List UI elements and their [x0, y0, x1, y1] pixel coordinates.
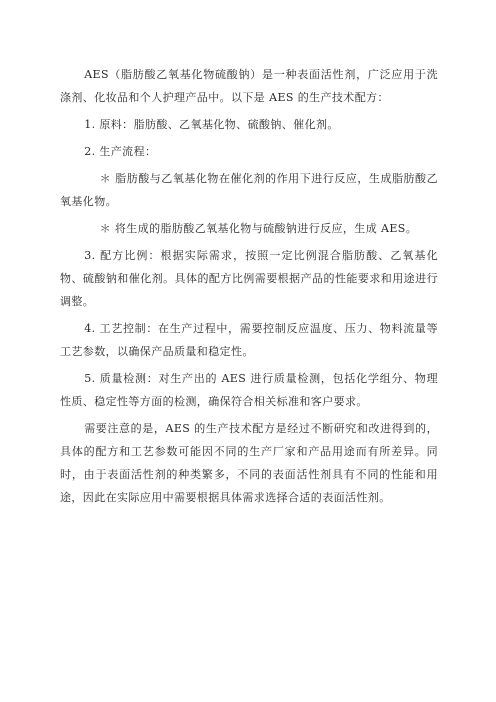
list-item-ratio: 3. 配方比例：根据实际需求，按照一定比例混合脂肪酸、乙氧基化物、硫酸钠和催化剂。具体的配方比例需要根据产品的性能要求和用途进行调整。	[60, 249, 438, 308]
closing-paragraph: 需要注意的是，AES 的生产技术配方是经过不断研究和改进得到的，具体的配方和工艺参数可能因不同的生产厂家和产品用途而有所差异。同时，由于表面活性剂的种类繁多，不同的表面活性剂具有不同的性能和用途，因此在实际应用中需要根据具体需求选择合适的表面活性剂。	[60, 422, 438, 504]
list-item-quality-check: 5. 质量检测：对生产出的 AES 进行质量检测，包括化学组分、物理性质、稳定性等方面的检测，确保符合相关标准和客户要求。	[60, 372, 438, 408]
process-step-1: ＊ 脂肪酸与乙氧基化物在催化剂的作用下进行反应，生成脂肪酸乙氧基化物。	[60, 172, 438, 208]
list-item-process-control: 4. 工艺控制：在生产过程中，需要控制反应温度、压力、物料流量等工艺参数，以确保产品质量和稳定性。	[60, 322, 438, 358]
intro-paragraph: AES（脂肪酸乙氧基化物硫酸钠）是一种表面活性剂，广泛应用于洗涤剂、化妆品和个人护理产品中。以下是 AES 的生产技术配方：	[60, 68, 438, 104]
list-item-materials: 1. 原料：脂肪酸、乙氧基化物、硫酸钠、催化剂。	[84, 118, 339, 131]
process-step-2: ＊ 将生成的脂肪酸乙氧基化物与硫酸钠进行反应，生成 AES。	[99, 222, 418, 235]
list-item-process: 2. 生产流程：	[84, 145, 157, 158]
document-body	[60, 63, 438, 509]
